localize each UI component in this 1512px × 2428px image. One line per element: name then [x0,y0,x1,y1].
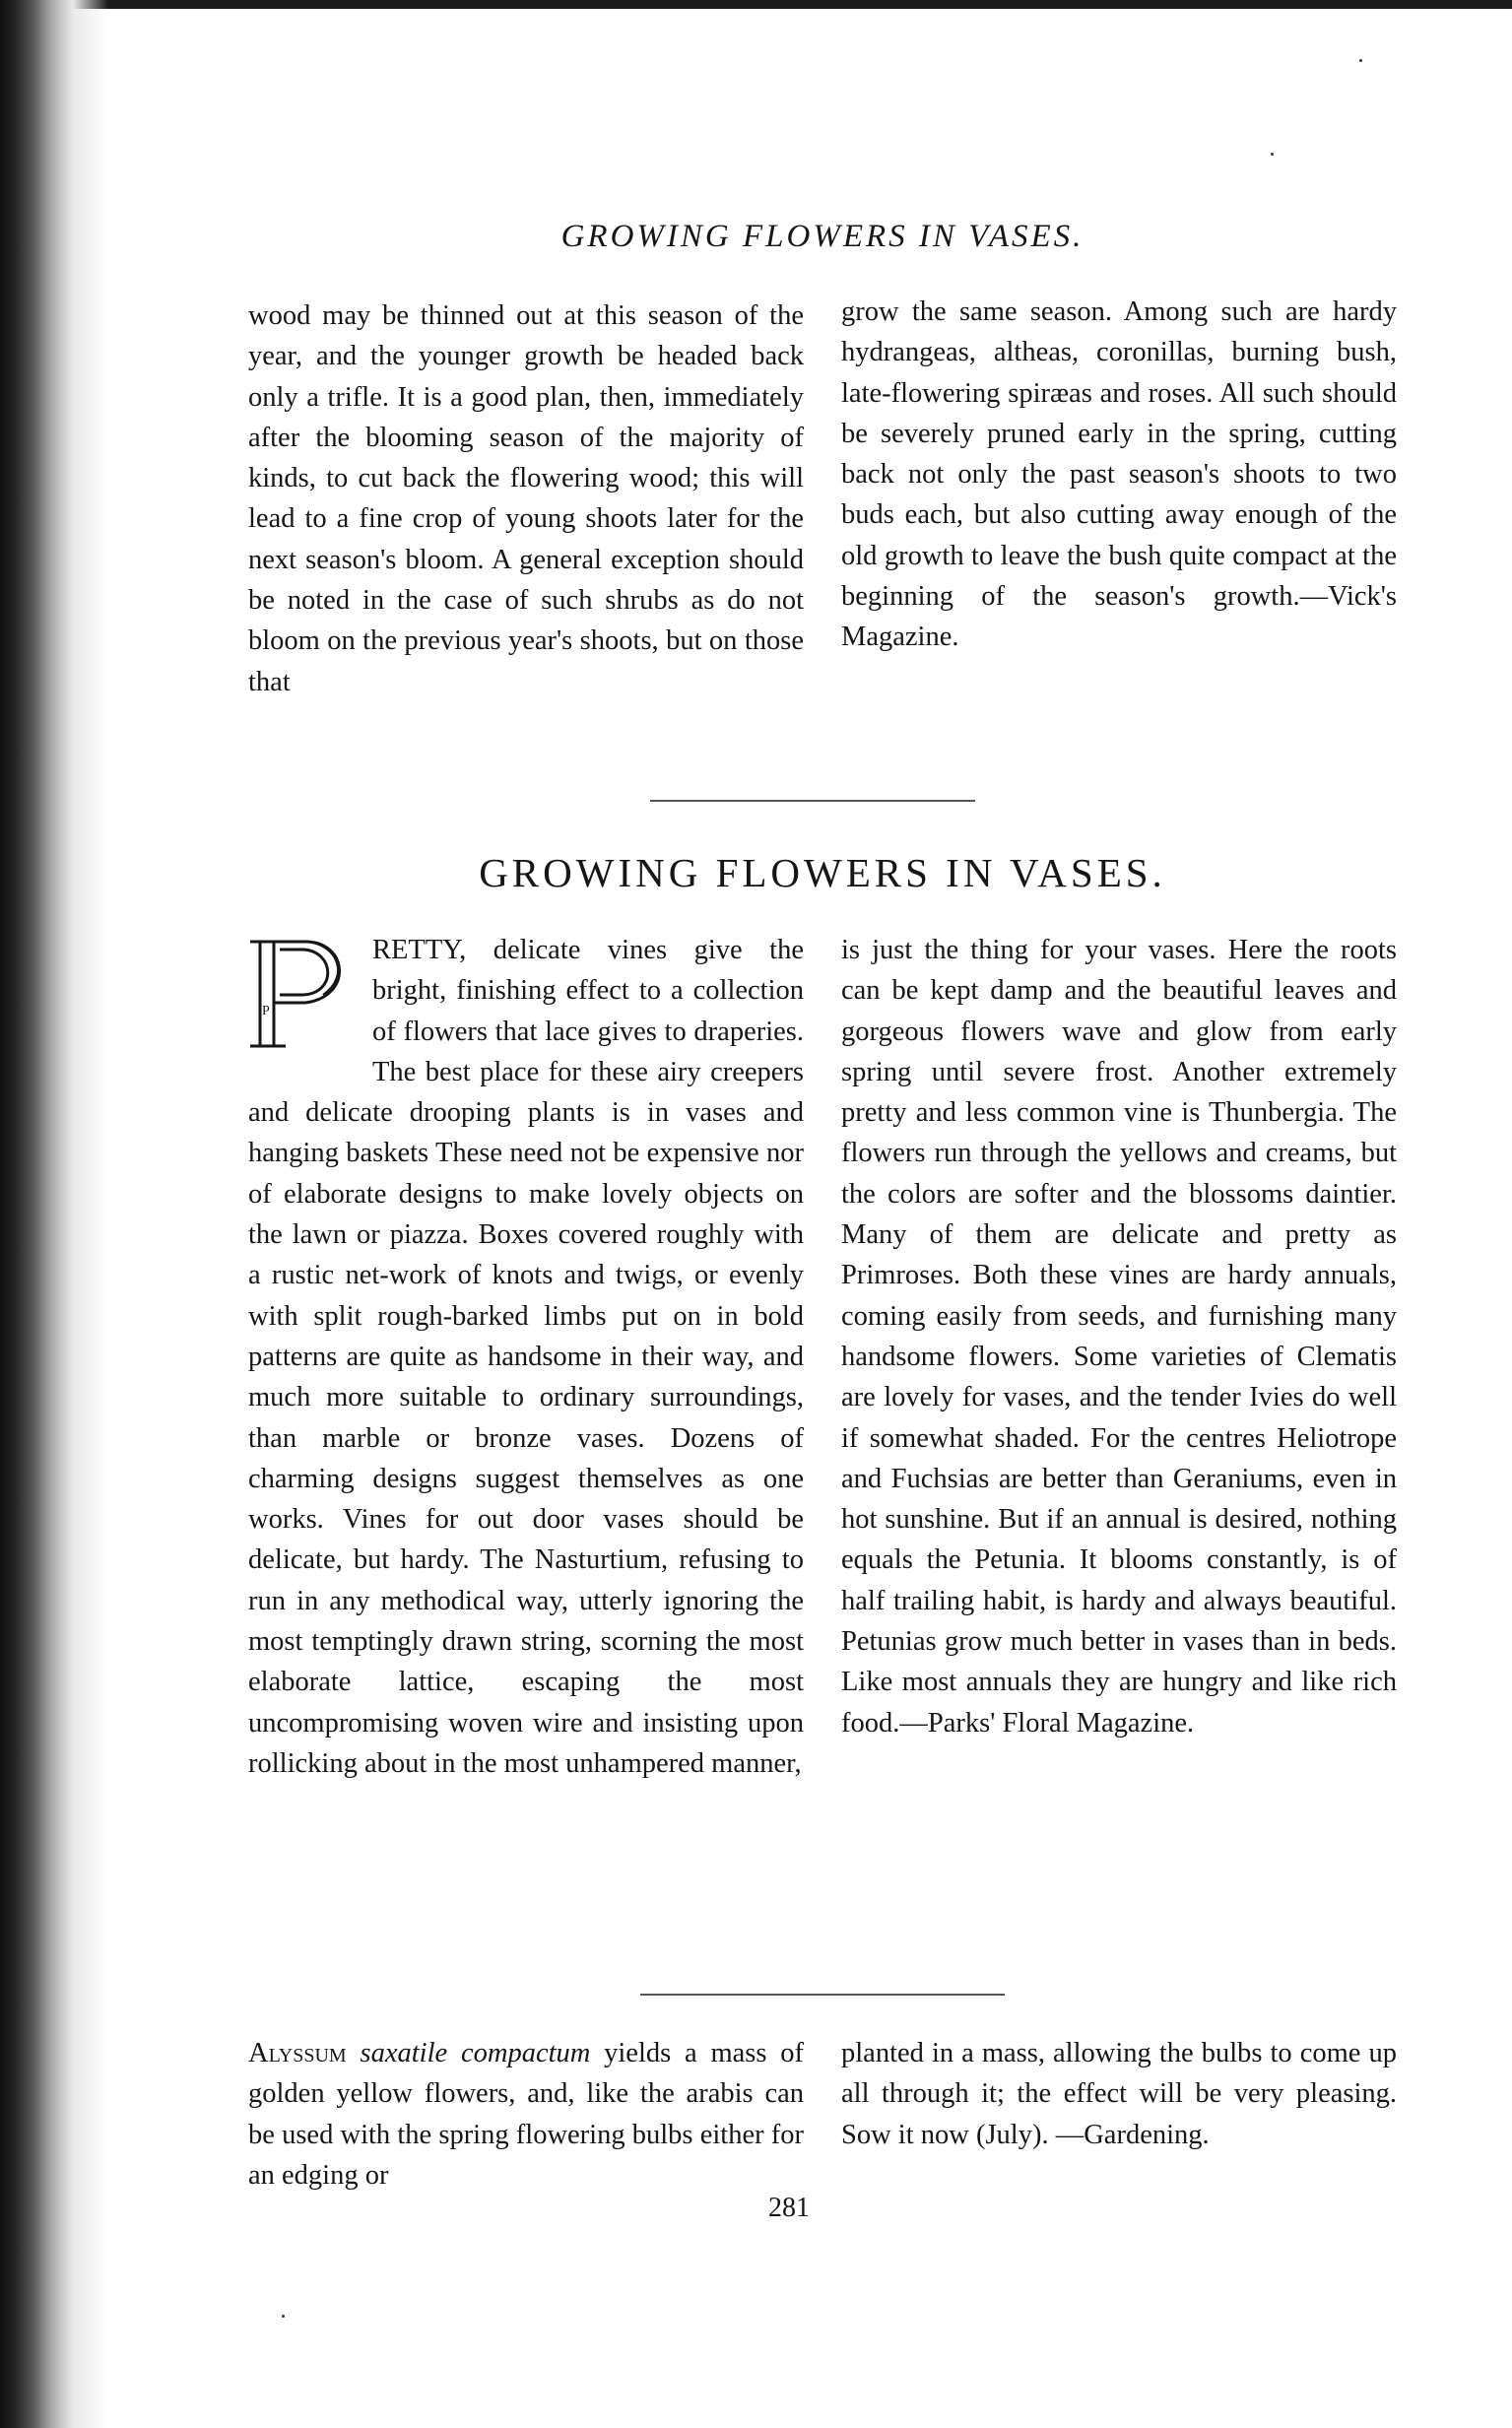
intro-right-column [841,292,1397,658]
paper-speck [282,2315,285,2318]
drop-cap-p-icon [246,936,357,1052]
section-divider-top [650,800,975,802]
article-title: GROWING FLOWERS IN VASES. [479,850,1166,895]
article-left-text: RETTY, delicate vines give the bright, finishing effect to a collection of flowers that lace gives to draperies. The best place for these airy creepers and delicate drooping plants is in vases and hanging baskets These need not be expensive nor of elaborate designs to make lovely objects on the lawn or piazza. Boxes covered roughly with a rustic net-work of knots and twigs, or evenly with split rough-barked limbs put on in bold patterns are quite as handsome in their way, and much more suitable to ordinary surroundings, than marble or bronze vases. Dozens of charming designs suggest themselves as one works. Vines for out door vases should be delicate, but hardy. The Nasturtium, refusing to run in any methodical way, utterly ignoring the most temptingly drawn string, scorning the most elaborate lattice, escaping the most uncompromising woven wire and insisting upon rollicking about in the most unhampered manner, [248,935,804,1779]
note-left-paragraph [248,2033,804,2196]
intro-left-column [248,295,804,702]
running-head: GROWING FLOWERS IN VASES. [560,219,1085,254]
note-species-name: saxatile compactum [360,2038,591,2068]
note-lead-word: Alyssum [248,2038,347,2068]
intro-left-text: wood may be thinned out at this season of the year, and the younger growth be headed back only a trifle. It is a good plan, then, immediately after the blooming season of the majority of kinds, to cut back the flowering wood; this will lead to a fine crop of young shoots later for the next season's bloom. A general exception should be noted in the case of such shrubs as do not bloom on the previous year's shoots, but on those that [248,300,804,697]
section-divider-bottom [640,1994,1005,1996]
note-right-column [841,2033,1397,2155]
note-left-column [248,2033,804,2196]
article-right-column [841,930,1397,1743]
page-edge-shadow [0,0,108,2428]
intro-right-text: grow the same season. Among such are hardy hydrangeas, altheas, coronillas, burning bush, late-flowering spiræas and roses. All such should be severely pruned early in the spring, cutting back not only the past season's shoots to two buds each, but also cutting away enough of the old growth to leave the bush quite compact at the beginning of the season's growth.—Vick's Magazine. [841,296,1397,653]
top-border [0,0,1512,9]
article-right-text: is just the thing for your vases. Here the roots can be kept damp and the beautiful leaves and gorgeous flowers wave and glow from early spring until severe frost. Another extremely pretty and less common vine is Thunbergia. The flowers run through the yellows and creams, but the colors are softer and the blossoms daintier. Many of them are delicate and pretty as Primroses. Both these vines are hardy annuals, coming easily from seeds, and furnishing many handsome flowers. Some varieties of Clematis are lovely for vases, and the tender Ivies do well if somewhat shaded. For the centres Heliotrope and Fuchsias are better than Geraniums, even in hot sunshine. But if an annual is desired, nothing equals the Petunia. It blooms constantly, is of half trailing habit, is hardy and always beautiful. Petunias grow much better in vases than in beds. Like most annuals they are hungry and like rich food.—Parks' Floral Magazine. [841,935,1397,1739]
paper-speck [1271,153,1274,156]
paper-speck [1359,59,1362,62]
article-left-column [248,930,804,1784]
drop-cap-letter: P [262,1004,270,1018]
note-left-text: yields a mass of golden yellow flowers, and, like the arabis can be used with the spring flowering bulbs either for an edging or [248,2038,804,2191]
page-number: 281 [768,2193,810,2223]
note-right-text: planted in a mass, allowing the bulbs to come up all through it; the effect will be very pleasing. Sow it now (July). —Gardening. [841,2038,1397,2150]
